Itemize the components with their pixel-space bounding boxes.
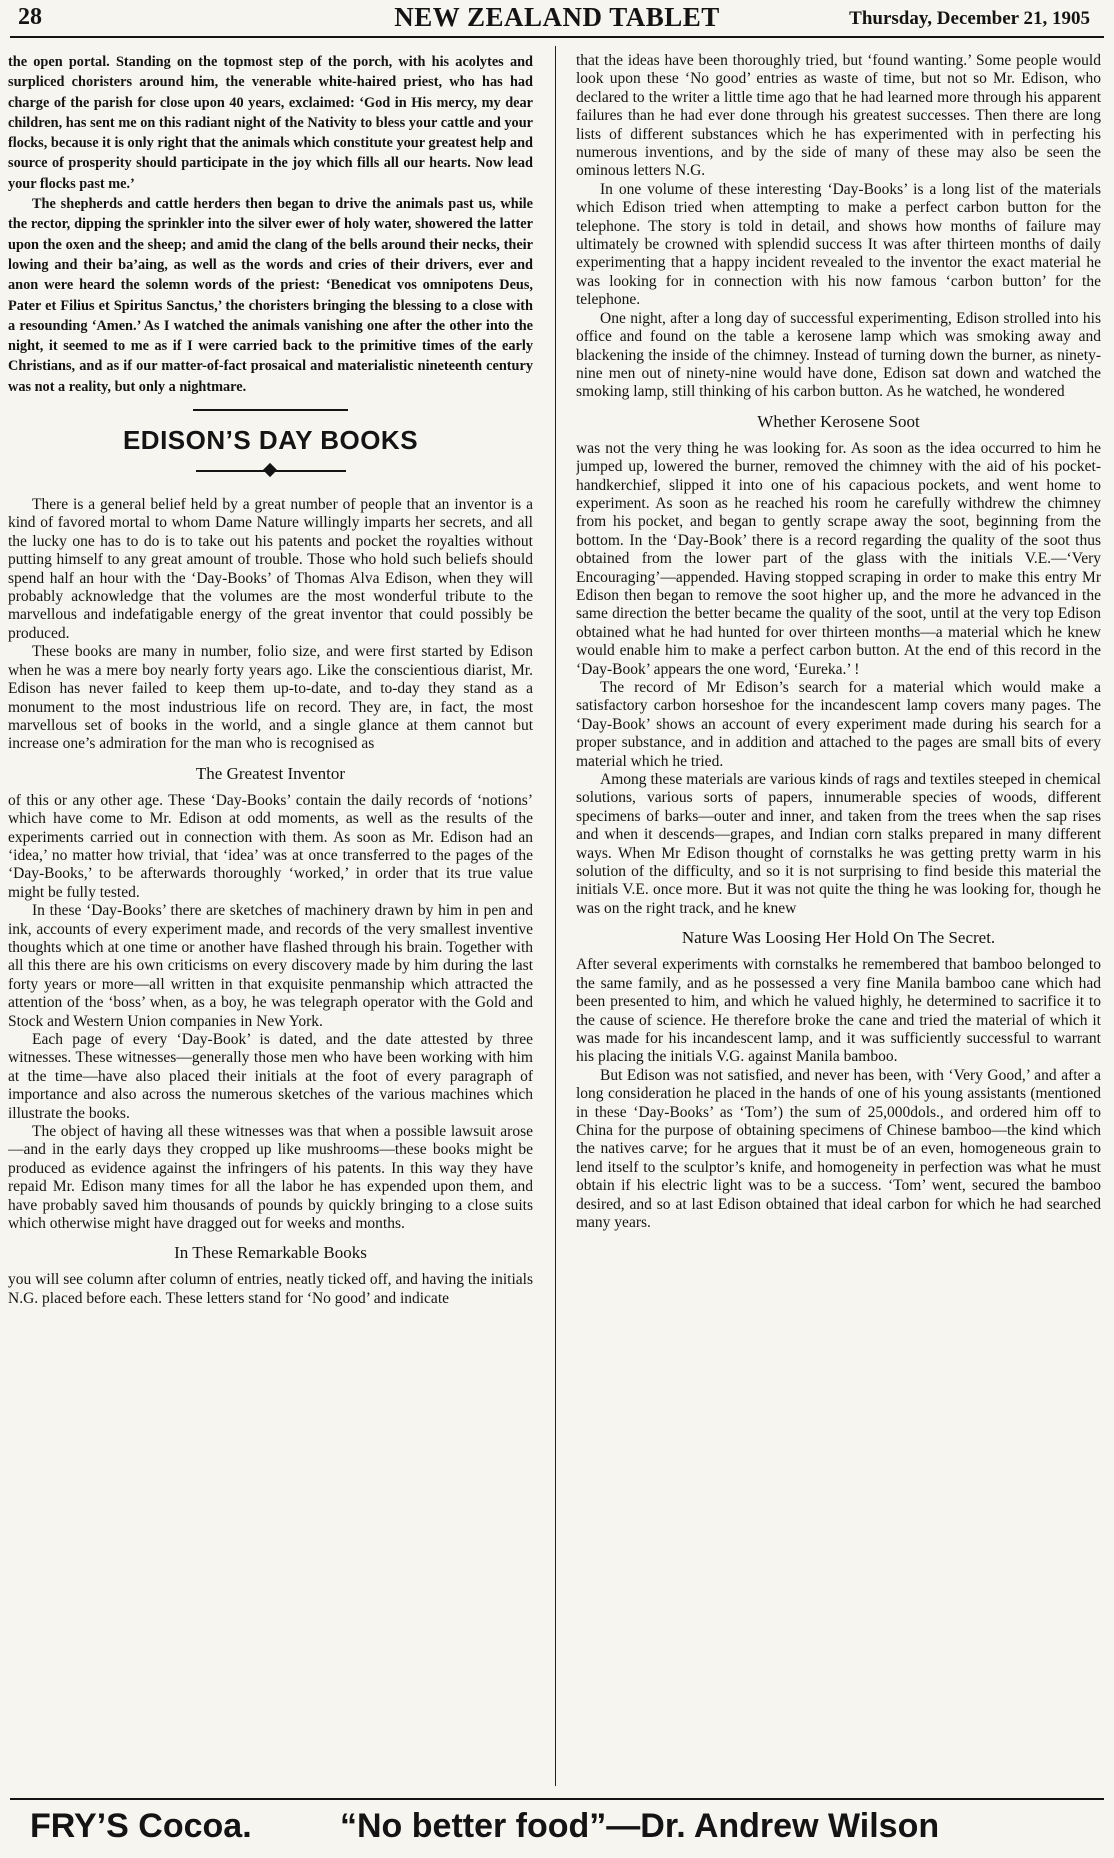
paragraph: The object of having all these witnesses was that when a possible lawsuit arose—and in the early days they cropped up like mushrooms—these books might be produced as evidence against the infringers of his patents. In this way they have repaid Mr. Edison many times for all the labor he has expended upon them, and have probably saved him thousands of pounds by quickly bringing to a close suits which otherwise might have dragged out for weeks and months. (8, 1123, 533, 1233)
advertisement-banner (30, 1807, 1084, 1851)
paragraph: of this or any other age. These ‘Day-Books’ contain the daily records of ‘notions’ which have come to Mr. Edison at odd moments, as well as the results of the experiments carried out in connection with them. As soon as Mr. Edison had an ‘idea,’ no matter how trivial, that ‘idea’ was at once transferred to the pages of the ‘Day-Books,’ to be afterwards thoroughly ‘worked,’ in order that its true value might be fully tested. (8, 791, 533, 901)
paragraph: the open portal. Standing on the topmost step of the porch, with his acolytes and surpliced choristers around him, the venerable white-haired priest, who has had charge of the parish for close upon 40 years, exclaimed: ‘God in His mercy, my dear children, has sent me on this radiant night of the Nativity to bless your cattle and your flocks, because it is only right that the animals which constitute your greatest help and source of prosperity should participate in the joy which fills all our hearts. Now lead your flocks past me.’ (8, 54, 533, 192)
paragraph: One night, after a long day of successful experimenting, Edison strolled into his office and found on the table a kerosene lamp which was smoking away and blackening the inside of the chimney. Instead of turning down the burner, as ninety-nine men out of ninety-nine would have done, Edison sat down and watched the smoking lamp, still thinking of his carbon button. As he watched, he wondered (576, 309, 1101, 401)
paragraph: Among these materials are various kinds of rags and textiles steeped in chemical solutions, various sorts of papers, innumerable species of woods, different specimens of barks—outer and inner, and taken from the trees when the sap rises and when it descends—grapes, and Indian corn stalks prepared in many different ways. When Mr Edison thought of cornstalks he was getting pretty warm in his solution of the difficulty, and so it is not surprising to find beside this material the initials V.E. once more. But it was not quite the thing he was looking for, though he was on the right track, and he knew (576, 771, 1101, 917)
paragraph: There is a general belief held by a great number of people that an inventor is a kind of favored mortal to whom Dame Nature willingly imparts her secrets, and all the lucky one has to do is to take out his patents and pocket the royalties without putting himself to any great amount of trouble. Those who hold such beliefs should spend half an hour with the ‘Day-Books’ of Thomas Alva Edison, when they will probably acknowledge that the volumes are the most wonderful tribute to the marvellous and indefatigable energy of the great inventor that could possibly be produced. (8, 496, 533, 642)
paragraph: In one volume of these interesting ‘Day-Books’ is a long list of the materials which Edison tried when attempting to make a perfect carbon button for the telephone. The story is told in detail, and shows how months of failure may ultimately be crowned with splendid success It was after thirteen months of daily experimenting that a happy incident revealed to the inventor the exact material he was looking for in connection with his now famous ‘carbon button’ for the telephone. (576, 180, 1101, 309)
paragraph: These books are many in number, folio size, and were first started by Edison when he was a mere boy nearly forty years ago. Like the conscientious diarist, Mr. Edison has never failed to keep them up-to-date, and to-day they stand as a monument to the most industrious life on record. They are, in fact, the most marvellous set of books in the world, and a single glance at them cannot but increase one’s admiration for the man who is recognised as (8, 643, 533, 753)
paragraph: The record of Mr Edison’s search for a material which would make a satisfactory carbon horseshoe for the incandescent lamp covers many pages. The ‘Day-Book’ shows an account of every experiment made during his search for a proper substance, and in addition and attached to the pages are small bits of every material which he tried. (576, 679, 1101, 770)
paragraph: But Edison was not satisfied, and never has been, with ‘Very Good,’ and after a long consideration he placed in the hands of one of his young assistants (mentioned in these ‘Day-Books’ as ‘Tom’) the sum of 25,000dols., and ordered him off to China for the purpose of obtaining specimens of Chinese bamboo—the kind which the natives carve; for he argues that it must be of an even, homogeneous grain to lend itself to the sculptor’s knife, and homogeneity in perfection was what he must obtain if his electric light was to be a success. ‘Tom’ went, secured the bamboo desired, and so at last Edison obtained that ideal carbon for which he had searched many years. (576, 1066, 1101, 1231)
paragraph: The shepherds and cattle herders then began to drive the animals past us, while the rector, dipping the sprinkler into the silver ewer of holy water, showered the latter upon the oxen and the sheep; and amid the clang of the bells around their necks, their lowing and their ba’aing, as well as the words and cries of their drivers, ever and anon were heard the solemn words of the priest: ‘Benedicat vos omnipotens Deus, Pater et Filius et Spiritus Sanctus,’ the choristers bringing the blessing to a close with a resounding ‘Amen.’ As I watched the animals vanishing one after the other into the night, it seemed to me as if I were carried back to the primitive times of the early Christians, and as if our matter-of-fact prosaical and materialistic nineteenth century was not a reality, but only a nightmare. (8, 196, 533, 395)
paragraph: In these ‘Day-Books’ there are sketches of machinery drawn by him in pen and ink, accounts of every experiment made, and records of the very smallest inventive thoughts which at one time or another have flashed through his brain. Together with all this there are his own criticisms on every discovery made by him during the last forty years or more—all written in that exquisite penmanship which attracted the attention of the ‘boss’ when, as a boy, he was telegraph operator with the Gold and Stock and Western Union companies in New York. (8, 902, 533, 1030)
paragraph: that the ideas have been thoroughly tried, but ‘found wanting.’ Some people would look upon these ‘No good’ entries as waste of time, but not so Mr. Edison, who declared to the writer a little time ago that he had learned more through his apparent failures than he had ever done through his greatest successes. Then there are long lists of different substances which he has experimented with in perfecting his numerous inventions, and by the side of many of these may also be seen the ominous letters N.G. (576, 52, 1101, 180)
subheading: In These Remarkable Books (174, 1243, 367, 1263)
masthead (10, 0, 1104, 38)
issue-date: Thursday, December 21, 1905 (849, 8, 1090, 29)
column-rule (555, 46, 556, 1786)
subheading: Whether Kerosene Soot (757, 411, 920, 431)
right-column (576, 52, 1101, 1232)
advert-rule (10, 1798, 1104, 1800)
previous-article-ending (8, 52, 533, 397)
paragraph: After several experiments with cornstalks he remembered that bamboo belonged to the same family, and as he possessed a very fine Manila bamboo cane which had been presented to him, and which he valued highly, he determined to sacrifice it to the cause of science. He therefore broke the cane and tried the material of which it was made for his incandescent lamp, and it was sufficiently successful to warrant his placing the initials V.G. against Manila bamboo. (576, 956, 1101, 1066)
advert-slogan: “No better food”—Dr. Andrew Wilson (340, 1807, 940, 1845)
subheading: Nature Was Loosing Her Hold On The Secret. (681, 928, 996, 948)
paragraph: Each page of every ‘Day-Book’ is dated, and the date attested by three witnesses. These witnesses—generally those men who have been working with him at the time—have also placed their initials at the foot of every paragraph of importance and also across the numerous sketches of the various machines which illustrate the books. (8, 1031, 533, 1122)
paragraph: was not the very thing he was looking for. As soon as the idea occurred to him he jumped up, lowered the burner, removed the chimney with the aid of his pocket-handkerchief, slipped it into one of his capacious pockets, and went home to experiment. As soon as he reached his room he carefully withdrew the chimney from his pocket, and began to gently scrape away the soot, beginning from the bottom. In the ‘Day-Book’ there is a record regarding the quality of the soot thus obtained from the lower part of the glass with the initials V.E.—‘Very Encouraging’—appended. Having stopped scraping in order to make this entry Mr Edison then began to remove the soot higher up, and the more he advanced in the same direction the better became the quality of the soot, until at the very top Edison obtained what he had hunted for over thirteen months—a material which he knew would enable him to make a perfect carbon button. At the end of this record in the ‘Day-Book’ appears the one word, ‘Eureka.’ ! (576, 439, 1101, 678)
left-column (8, 52, 533, 1308)
section-divider (193, 409, 348, 411)
paragraph: you will see column after column of entries, neatly ticked off, and having the initials N.G. placed before each. These letters stand for ‘No good’ and indicate (8, 1271, 533, 1307)
newspaper-title: NEW ZEALAND TABLET (394, 2, 720, 32)
article-headline: EDISON’S DAY BOOKS (122, 425, 419, 456)
page-number: 28 (18, 4, 42, 30)
subheading: The Greatest Inventor (195, 763, 346, 783)
headline-ornament (196, 470, 346, 472)
advert-brand: FRY’S Cocoa. (30, 1807, 252, 1845)
